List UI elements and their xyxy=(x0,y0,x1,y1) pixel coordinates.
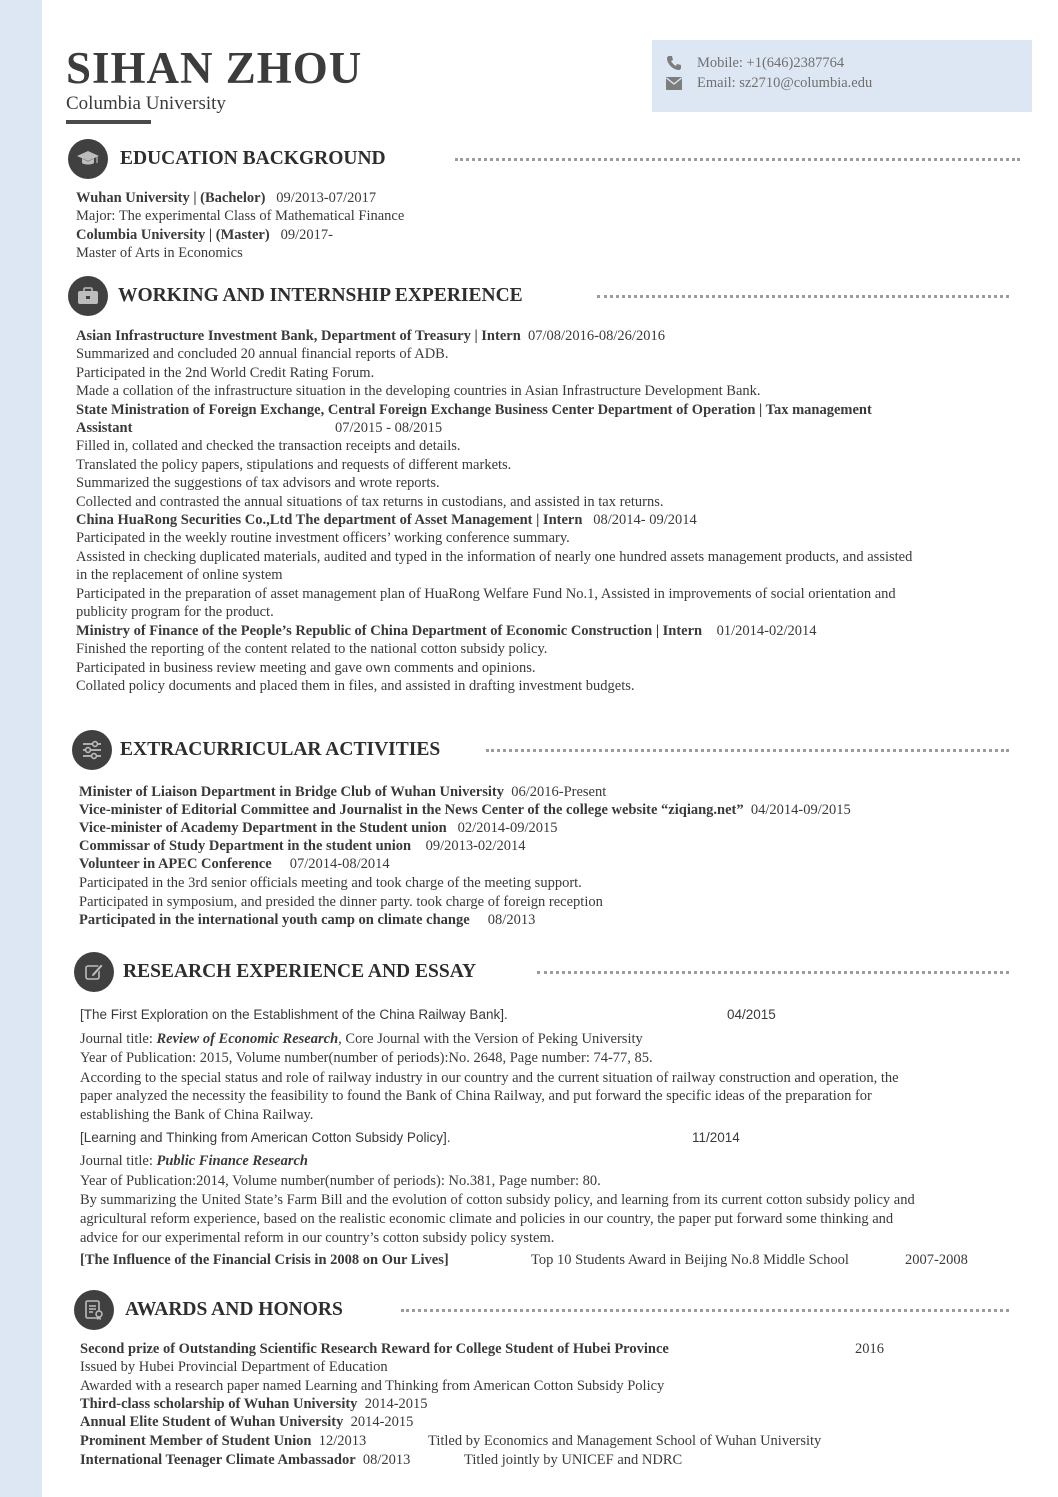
research-1-desc: According to the special status and role of railway industry in our country and the current situation of railway construction and operation, the xyxy=(80,1070,899,1086)
section-divider xyxy=(486,749,1009,752)
award-note: Titled jointly by UNICEF and NDRC xyxy=(464,1452,683,1468)
work-aiib-item: Participated in the 2nd World Credit Rating Forum. xyxy=(76,365,375,381)
activity-dates: 02/2014-09/2015 xyxy=(457,820,558,836)
work-mof-item: Participated in business review meeting and gave own comments and opinions. xyxy=(76,660,536,676)
research-1-desc: establishing the Bank of China Railway. xyxy=(80,1107,314,1123)
research-2-desc: By summarizing the United State’s Farm Bill and the evolution of cotton subsidy policy, and learning from its current cotton subsidy policy and xyxy=(80,1192,915,1208)
university-subtitle: Columbia University xyxy=(66,93,226,114)
activity-dates: 09/2013-02/2014 xyxy=(425,838,526,854)
activity-detail: Participated in symposium, and presided the dinner party. took charge of foreign reception xyxy=(79,894,603,910)
journal-name: Public Finance Research xyxy=(156,1153,308,1169)
certificate-icon xyxy=(74,1290,114,1330)
work-huarong-title: China HuaRong Securities Co.,Ltd The department of Asset Management | Intern xyxy=(76,512,583,528)
name-underline xyxy=(66,120,151,124)
journal-label: Journal title: xyxy=(80,1153,157,1169)
research-1-publication: Year of Publication: 2015, Volume number(number of periods):No. 2648, Page number: 74-77, 85. xyxy=(80,1050,653,1066)
edu-wuhan-major: Major: The experimental Class of Mathematical Finance xyxy=(76,208,405,224)
edu-columbia xyxy=(76,226,333,244)
work-safe-title: State Ministration of Foreign Exchange, Central Foreign Exchange Business Center Department of Operation | Tax management xyxy=(76,402,872,418)
contact-box xyxy=(652,40,1032,112)
work-safe-item: Translated the policy papers, stipulations and requests of different markets. xyxy=(76,457,512,473)
research-1-journal xyxy=(80,1030,643,1048)
section-divider xyxy=(401,1309,1009,1312)
edu-wuhan xyxy=(76,189,376,207)
work-huarong-heading xyxy=(76,511,697,529)
work-safe-title-cont: Assistant xyxy=(76,420,133,436)
activity-dates: 08/2013 xyxy=(487,912,536,928)
journal-note: , Core Journal with the Version of Peking University xyxy=(338,1031,643,1047)
research-3-dates: 2007-2008 xyxy=(905,1252,968,1268)
work-mof-heading xyxy=(76,622,817,640)
work-safe-item: Collected and contrasted the annual situations of tax returns in custodians, and assisted in tax returns. xyxy=(76,494,664,510)
edu-columbia-degree: Master of Arts in Economics xyxy=(76,245,243,261)
activity-detail: Participated in the 3rd senior officials meeting and took charge of the meeting support. xyxy=(79,875,582,891)
award-dates: 12/2013 xyxy=(318,1433,367,1449)
activity-row xyxy=(79,783,606,801)
award-dates: 2014-2015 xyxy=(350,1414,414,1430)
section-research xyxy=(0,952,1058,1002)
journal-label: Journal title: xyxy=(80,1031,157,1047)
award-year: 2016 xyxy=(855,1341,884,1357)
work-aiib-item: Summarized and concluded 20 annual financial reports of ADB. xyxy=(76,346,449,362)
work-huarong-item: Participated in the preparation of asset management plan of HuaRong Welfare Fund No.1, Assisted in improvements of social orientation and xyxy=(76,586,896,602)
research-1-desc: paper analyzed the necessity the feasibility to found the Bank of China Railway, and put forward the specific ideas of the preparation for xyxy=(80,1088,872,1104)
research-2-date: 11/2014 xyxy=(692,1130,740,1145)
award-row xyxy=(80,1451,410,1469)
work-safe-dates: 07/2015 - 08/2015 xyxy=(335,420,443,436)
edu-wuhan-dates: 09/2013-07/2017 xyxy=(276,190,377,206)
activity-dates: 06/2016-Present xyxy=(511,784,607,800)
work-huarong-item: Participated in the weekly routine investment officers’ working conference summary. xyxy=(76,530,570,546)
award-row xyxy=(80,1432,366,1450)
email-text: Email: sz2710@columbia.edu xyxy=(697,74,873,91)
award-dates: 08/2013 xyxy=(362,1452,411,1468)
activity-row xyxy=(79,837,525,855)
contact-email xyxy=(666,73,872,93)
edu-columbia-dates: 09/2017- xyxy=(280,227,333,243)
awards-title: AWARDS AND HONORS xyxy=(125,1299,343,1320)
activity-row xyxy=(79,911,535,929)
activity-title: Vice-minister of Academy Department in the Student union xyxy=(79,820,447,836)
briefcase-icon xyxy=(68,276,108,316)
research-2-desc: agricultural reform experience, based on the realistic economic climate and policies in our country, the paper put forward some thinking and xyxy=(80,1211,894,1227)
work-safe-item: Summarized the suggestions of tax advisors and wrote reports. xyxy=(76,475,440,491)
award-detail: Awarded with a research paper named Learning and Thinking from American Cotton Subsidy Policy xyxy=(80,1378,665,1394)
phone-icon xyxy=(666,55,682,71)
section-divider xyxy=(537,971,1009,974)
mobile-text: Mobile: +1(646)2387764 xyxy=(697,54,845,71)
edu-columbia-name: Columbia University | (Master) xyxy=(76,227,270,243)
contact-mobile xyxy=(666,53,844,73)
award-detail: Issued by Hubei Provincial Department of Education xyxy=(80,1359,388,1375)
work-mof-dates: 01/2014-02/2014 xyxy=(716,623,817,639)
work-huarong-item: Assisted in checking duplicated materials, audited and typed in the information of nearly one hundred assets management products, and assisted xyxy=(76,549,913,565)
activity-dates: 04/2014-09/2015 xyxy=(750,802,851,818)
work-aiib-title: Asian Infrastructure Investment Bank, Department of Treasury | Intern xyxy=(76,328,521,344)
research-title: RESEARCH EXPERIENCE AND ESSAY xyxy=(123,961,477,982)
section-extracurricular xyxy=(0,730,1058,780)
activity-title: Participated in the international youth camp on climate change xyxy=(79,912,470,928)
research-3-title: [The Influence of the Financial Crisis in 2008 on Our Lives] xyxy=(80,1252,449,1268)
activity-row xyxy=(79,801,851,819)
section-work xyxy=(0,276,1058,326)
section-divider xyxy=(455,158,1020,161)
extracurricular-title: EXTRACURRICULAR ACTIVITIES xyxy=(120,739,441,760)
award-row xyxy=(80,1413,413,1431)
graduation-cap-icon xyxy=(68,139,108,179)
research-3-award: Top 10 Students Award in Beijing No.8 Middle School xyxy=(531,1252,849,1268)
research-2-title: [Learning and Thinking from American Cotton Subsidy Policy]. xyxy=(80,1130,451,1145)
award-title: Second prize of Outstanding Scientific Research Reward for College Student of Hubei Province xyxy=(80,1341,669,1357)
work-aiib-item: Made a collation of the infrastructure situation in the developing countries in Asian Infrastructure Development Bank. xyxy=(76,383,761,399)
activity-title: Minister of Liaison Department in Bridge Club of Wuhan University xyxy=(79,784,504,800)
work-mof-item: Collated policy documents and placed them in files, and assisted in drafting investment budgets. xyxy=(76,678,635,694)
education-title: EDUCATION BACKGROUND xyxy=(120,148,386,169)
award-dates: 2014-2015 xyxy=(364,1396,428,1412)
activity-title: Vice-minister of Editorial Committee and Journalist in the News Center of the college website “ziqiang.net” xyxy=(79,802,744,818)
section-education xyxy=(0,139,1058,189)
work-mof-title: Ministry of Finance of the People’s Republic of China Department of Economic Construction | Intern xyxy=(76,623,703,639)
activity-title: Volunteer in APEC Conference xyxy=(79,856,272,872)
sliders-icon xyxy=(72,730,112,770)
activity-row xyxy=(79,819,557,837)
activity-title: Commissar of Study Department in the student union xyxy=(79,838,412,854)
envelope-icon xyxy=(666,77,682,90)
award-title: Third-class scholarship of Wuhan University xyxy=(80,1396,358,1412)
award-row xyxy=(80,1395,428,1413)
activity-dates: 07/2014-08/2014 xyxy=(289,856,390,872)
research-2-publication: Year of Publication:2014, Volume number(number of periods): No.381, Page number: 80. xyxy=(80,1173,601,1189)
work-huarong-item-cont: in the replacement of online system xyxy=(76,567,283,583)
section-divider xyxy=(597,295,1009,298)
edit-icon xyxy=(74,952,114,992)
award-title: Annual Elite Student of Wuhan University xyxy=(80,1414,344,1430)
edu-wuhan-name: Wuhan University | (Bachelor) xyxy=(76,190,266,206)
work-huarong-dates: 08/2014- 09/2014 xyxy=(593,512,697,528)
activity-row xyxy=(79,855,390,873)
work-safe-item: Filled in, collated and checked the transaction receipts and details. xyxy=(76,438,461,454)
work-aiib-heading xyxy=(76,327,665,345)
research-2-desc: advice for our experimental reform in our country’s cotton subsidy policy system. xyxy=(80,1230,555,1246)
work-title: WORKING AND INTERNSHIP EXPERIENCE xyxy=(118,285,523,306)
candidate-name: SIHAN ZHOU xyxy=(66,43,363,93)
research-1-title: [The First Exploration on the Establishment of the China Railway Bank]. xyxy=(80,1007,508,1022)
award-title: Prominent Member of Student Union xyxy=(80,1433,312,1449)
research-1-date: 04/2015 xyxy=(727,1007,776,1022)
award-title: International Teenager Climate Ambassador xyxy=(80,1452,356,1468)
work-aiib-dates: 07/08/2016-08/26/2016 xyxy=(528,328,665,344)
award-note: Titled by Economics and Management School of Wuhan University xyxy=(428,1433,822,1449)
journal-name: Review of Economic Research xyxy=(156,1031,339,1047)
research-2-journal xyxy=(80,1152,308,1170)
work-huarong-item-cont: publicity program for the product. xyxy=(76,604,274,620)
section-awards xyxy=(0,1290,1058,1340)
work-mof-item: Finished the reporting of the content related to the national cotton subsidy policy. xyxy=(76,641,548,657)
